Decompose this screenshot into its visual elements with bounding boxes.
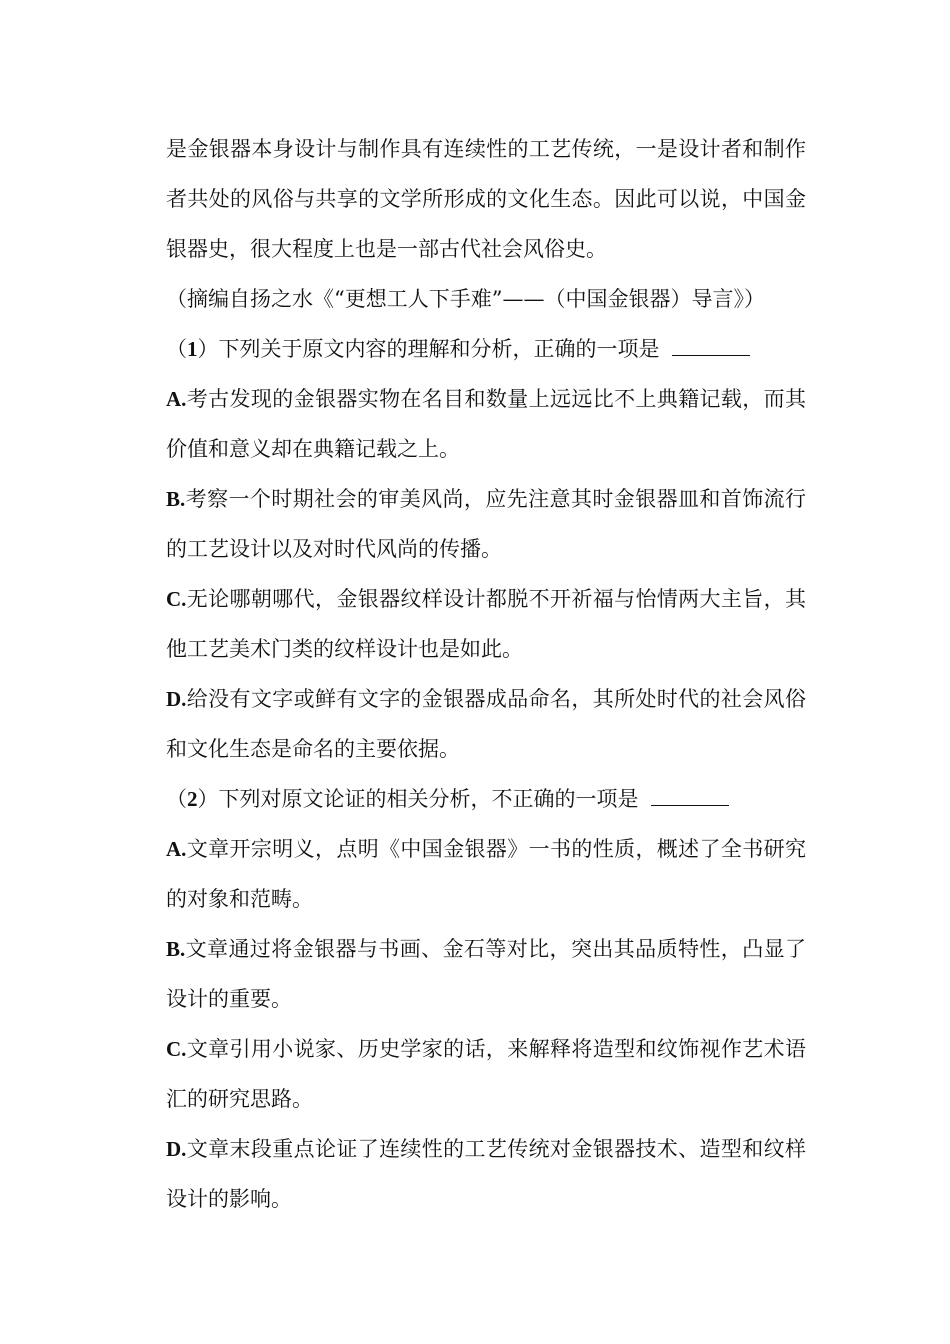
question-2-number: 2 bbox=[187, 787, 198, 811]
option-letter: C. bbox=[166, 587, 187, 611]
question-1-number: 1 bbox=[187, 337, 198, 361]
option-text: 文章开宗明义，点明《中国金银器》一书的性质，概述了全书研究的对象和范畴。 bbox=[166, 837, 806, 911]
question-2-option-c bbox=[166, 1024, 806, 1124]
document-page bbox=[166, 124, 806, 1224]
question-1-stem: （1）下列关于原文内容的理解和分析，正确的一项是 bbox=[166, 324, 806, 374]
option-text: 给没有文字或鲜有文字的金银器成品命名，其所处时代的社会风俗和文化生态是命名的主要依据。 bbox=[166, 687, 806, 761]
question-1-answer-blank[interactable] bbox=[672, 335, 750, 356]
question-2-option-d bbox=[166, 1124, 806, 1224]
option-letter: A. bbox=[166, 387, 187, 411]
question-2-stem: （2）下列对原文论证的相关分析，不正确的一项是 bbox=[166, 774, 806, 824]
question-1-option-b bbox=[166, 474, 806, 574]
question-2-option-b bbox=[166, 924, 806, 1024]
question-1-option-d bbox=[166, 674, 806, 774]
option-letter: B. bbox=[166, 487, 186, 511]
option-letter: D. bbox=[166, 687, 187, 711]
option-text: 考古发现的金银器实物在名目和数量上远远比不上典籍记载，而其价值和意义却在典籍记载之上。 bbox=[166, 387, 806, 461]
passage-source: （摘编自扬之水《“更想工人下手难”——（中国金银器）导言》） bbox=[166, 287, 765, 311]
option-text: 文章末段重点论证了连续性的工艺传统对金银器技术、造型和纹样设计的影响。 bbox=[166, 1137, 806, 1211]
option-text: 文章引用小说家、历史学家的话，来解释将造型和纹饰视作艺术语汇的研究思路。 bbox=[166, 1037, 806, 1111]
option-text: 文章通过将金银器与书画、金石等对比，突出其品质特性，凸显了设计的重要。 bbox=[166, 937, 806, 1011]
option-letter: D. bbox=[166, 1137, 187, 1161]
option-text: 考察一个时期社会的审美风尚，应先注意其时金银器皿和首饰流行的工艺设计以及对时代风尚的传播。 bbox=[166, 487, 806, 561]
passage-tail: 是金银器本身设计与制作具有连续性的工艺传统，一是设计者和制作者共处的风俗与共享的文学所形成的文化生态。因此可以说，中国金银器史，很大程度上也是一部古代社会风俗史。 bbox=[166, 137, 806, 261]
option-letter: C. bbox=[166, 1037, 187, 1061]
option-text: 无论哪朝哪代，金银器纹样设计都脱不开祈福与怡情两大主旨，其他工艺美术门类的纹样设计也是如此。 bbox=[166, 587, 806, 661]
option-letter: B. bbox=[166, 937, 186, 961]
question-1-option-a bbox=[166, 374, 806, 474]
question-2-option-a bbox=[166, 824, 806, 924]
question-1-option-c bbox=[166, 574, 806, 674]
question-2-answer-blank[interactable] bbox=[651, 785, 729, 806]
option-letter: A. bbox=[166, 837, 187, 861]
